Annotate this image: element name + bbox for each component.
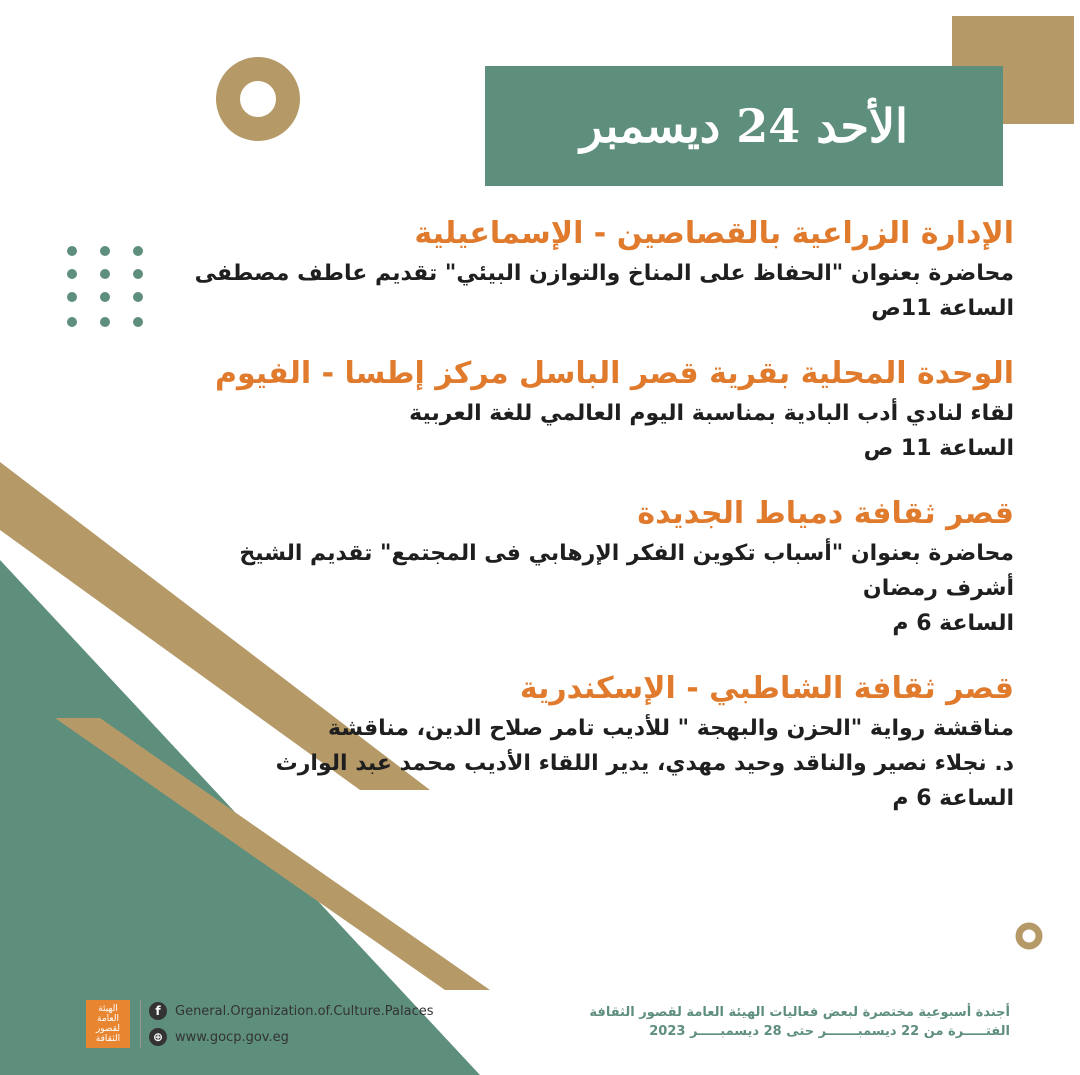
facebook-icon: f xyxy=(149,1002,167,1020)
event-title: قصر ثقافة الشاطبي - الإسكندرية xyxy=(519,671,1014,706)
gold-ring-icon xyxy=(228,69,288,129)
logo-text: الهيئة العامة لقصور الثقافة xyxy=(95,1004,121,1044)
facebook-link[interactable] xyxy=(149,1002,434,1020)
event-item xyxy=(154,492,1014,641)
event-title: الإدارة الزراعية بالقصاصين - الإسماعيلية xyxy=(414,216,1014,251)
event-time: الساعة 11ص xyxy=(871,296,1014,321)
agenda-line-1: أجندة أسبوعية مختصرة لبعض فعاليات الهيئة العامة لقصور الثقافة xyxy=(589,1005,1010,1020)
agenda-caption xyxy=(589,1003,1010,1041)
organization-logo xyxy=(86,1000,130,1048)
event-title: الوحدة المحلية بقرية قصر الباسل مركز إطسا - الفيوم xyxy=(214,356,1014,391)
facebook-label: General.Organization.of.Culture.Palaces xyxy=(175,1003,434,1019)
event-item xyxy=(154,667,1014,816)
event-time: الساعة 6 م xyxy=(892,611,1014,636)
event-time: الساعة 6 م xyxy=(892,786,1014,811)
dot-grid xyxy=(67,246,143,327)
footer-divider xyxy=(140,1000,141,1048)
event-item xyxy=(154,352,1014,466)
event-description-cont: أشرف رمضان xyxy=(862,576,1014,601)
event-title: قصر ثقافة دمياط الجديدة xyxy=(637,496,1014,531)
date-header xyxy=(485,66,1003,186)
agenda-line-2: الفتـــــرة من 22 ديسمبـــــــر حتى 28 ديسمبـــــر 2023 xyxy=(649,1024,1010,1039)
small-gold-ring-icon xyxy=(1019,926,1039,946)
event-description-cont: د. نجلاء نصير والناقد وحيد مهدي، يدير اللقاء الأديب محمد عبد الوارث xyxy=(275,751,1014,776)
event-description: محاضرة بعنوان "الحفاظ على المناخ والتوازن البيئي" تقديم عاطف مصطفى xyxy=(194,261,1014,286)
event-description: محاضرة بعنوان "أسباب تكوين الفكر الإرهابي فى المجتمع" تقديم الشيخ xyxy=(239,541,1014,566)
globe-icon: ⊕ xyxy=(149,1028,167,1046)
footer-contact xyxy=(86,1000,434,1048)
event-description: مناقشة رواية "الحزن والبهجة " للأديب تامر صلاح الدين، مناقشة xyxy=(327,716,1014,741)
website-label: www.gocp.gov.eg xyxy=(175,1029,289,1045)
website-link[interactable] xyxy=(149,1028,434,1046)
event-item xyxy=(154,212,1014,326)
event-description: لقاء لنادي أدب البادية بمناسبة اليوم العالمي للغة العربية xyxy=(409,401,1014,426)
events-list xyxy=(154,212,1014,842)
event-time: الساعة 11 ص xyxy=(863,436,1014,461)
footer-links xyxy=(149,1002,434,1046)
date-title: الأحد 24 ديسمبر xyxy=(580,99,908,153)
